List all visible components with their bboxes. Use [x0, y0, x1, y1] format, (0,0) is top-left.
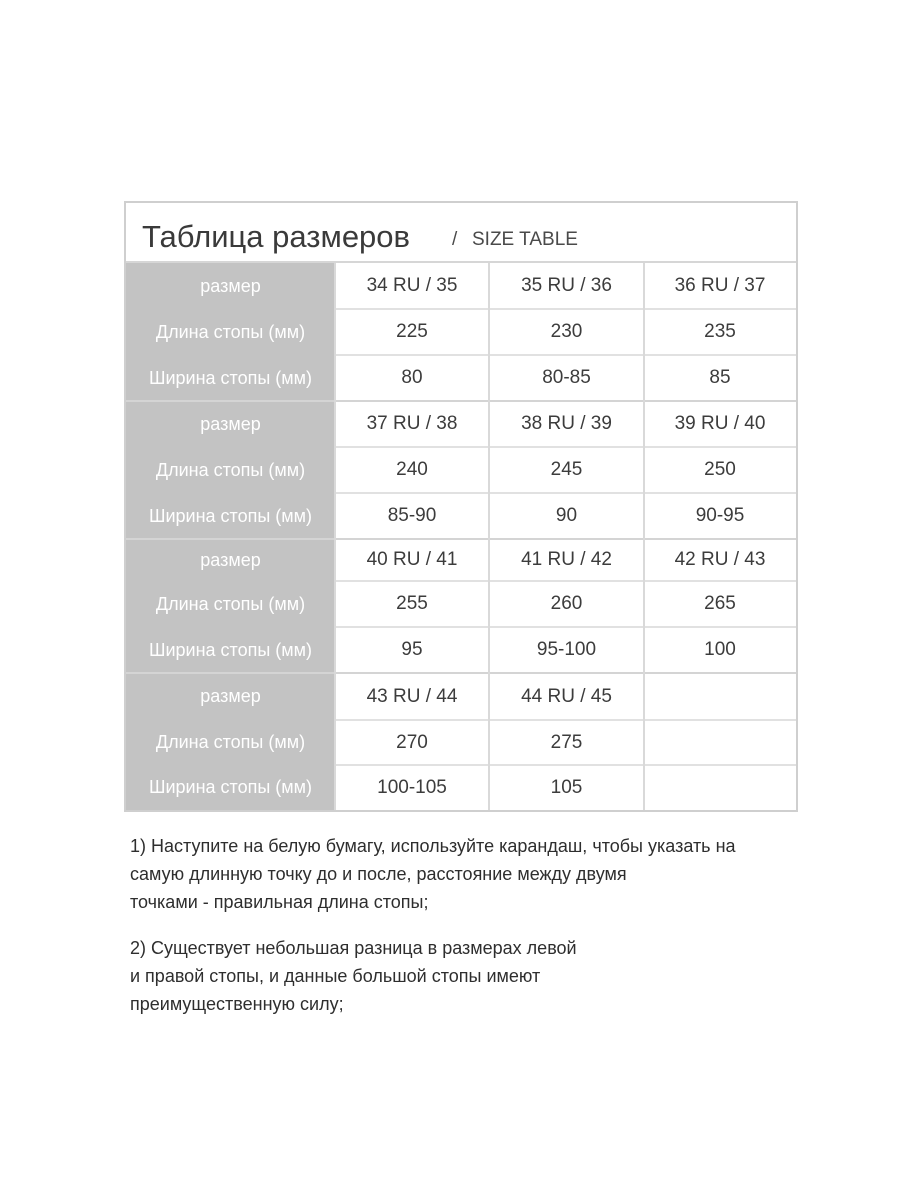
- length-cell: 270: [396, 731, 428, 753]
- width-cell: 80: [401, 367, 423, 388]
- size-cell: 42 RU / 43: [674, 549, 766, 570]
- table-row-length: [126, 720, 796, 765]
- note-item: [130, 832, 820, 916]
- table-row-length: [126, 581, 796, 627]
- table-row-size: [126, 539, 796, 581]
- size-cell: 39 RU / 40: [674, 413, 766, 434]
- width-cell: 90: [555, 505, 578, 526]
- note-line: преимущественную силу;: [130, 994, 344, 1014]
- table-row-size: [126, 263, 796, 309]
- note-line: 2) Существует небольшая разница в размерах левой: [130, 938, 577, 958]
- note-line: самую длинную точку до и после, расстояние между двумя: [130, 864, 627, 884]
- length-cell: 275: [550, 731, 583, 753]
- length-cell: [644, 720, 796, 765]
- table-row-length: [126, 309, 796, 355]
- width-cell: 100-105: [377, 776, 447, 798]
- width-cell: 95-100: [536, 639, 597, 660]
- row-label-foot-width: Ширина стопы (мм): [148, 367, 313, 388]
- size-cell: 36 RU / 37: [674, 275, 766, 296]
- note-line: и правой стопы, и данные большой стопы имеют: [130, 966, 541, 986]
- row-label-foot-length: Длина стопы (мм): [155, 321, 306, 342]
- size-cell: 34 RU / 35: [366, 275, 458, 296]
- row-label-foot-length: Длина стопы (мм): [155, 732, 306, 752]
- width-cell: [644, 765, 796, 810]
- size-table-card: [124, 201, 798, 812]
- table-row-width: [126, 355, 796, 401]
- table-row-size: [126, 673, 796, 720]
- row-label-size: размер: [200, 686, 261, 706]
- size-table-grid: [126, 263, 796, 810]
- length-cell: 230: [550, 321, 583, 342]
- size-cell: 35 RU / 36: [521, 275, 612, 296]
- width-cell: 105: [550, 776, 583, 798]
- measurement-notes: [130, 832, 820, 1036]
- size-cell: 37 RU / 38: [366, 413, 458, 434]
- length-cell: 235: [704, 321, 736, 342]
- width-cell: 90-95: [695, 505, 745, 526]
- table-row-size: [126, 401, 796, 447]
- length-cell: 240: [396, 459, 428, 480]
- length-cell: 250: [704, 459, 736, 480]
- length-cell: 260: [550, 593, 583, 614]
- length-cell: 225: [396, 321, 428, 342]
- row-label-foot-length: Длина стопы (мм): [155, 459, 306, 480]
- note-item: [130, 934, 820, 1018]
- width-cell: 95: [401, 639, 423, 660]
- size-cell: 41 RU / 42: [521, 549, 612, 570]
- row-label-foot-width: Ширина стопы (мм): [148, 777, 313, 797]
- size-table-title: Таблица размеров: [142, 219, 411, 254]
- size-cell: 44 RU / 45: [521, 685, 612, 707]
- table-row-length: [126, 447, 796, 493]
- length-cell: 265: [704, 593, 736, 614]
- size-cell: 40 RU / 41: [366, 549, 458, 570]
- row-label-foot-width: Ширина стопы (мм): [148, 639, 313, 660]
- table-row-width: [126, 765, 796, 810]
- column-divider: [334, 263, 336, 810]
- size-table-subtitle: SIZE TABLE: [472, 229, 578, 250]
- row-label-foot-length: Длина стопы (мм): [155, 593, 306, 614]
- column-divider: [643, 263, 645, 810]
- row-label-size: размер: [200, 413, 261, 434]
- table-row-width: [126, 627, 796, 673]
- width-cell: 85-90: [387, 505, 437, 526]
- row-label-size: размер: [200, 275, 261, 296]
- width-cell: 100: [704, 639, 736, 660]
- column-divider: [488, 263, 490, 810]
- table-row-width: [126, 493, 796, 539]
- width-cell: 85: [709, 367, 731, 388]
- title-separator: /: [452, 229, 458, 250]
- size-cell: 38 RU / 39: [521, 413, 612, 434]
- width-cell: 80-85: [542, 367, 591, 388]
- length-cell: 255: [396, 593, 428, 614]
- row-label-size: размер: [200, 549, 261, 570]
- size-cell: 43 RU / 44: [366, 685, 458, 707]
- note-line: точками - правильная длина стопы;: [130, 892, 429, 912]
- row-label-foot-width: Ширина стопы (мм): [148, 505, 313, 526]
- size-table-header: [126, 203, 796, 263]
- size-cell: [644, 673, 796, 720]
- note-line: 1) Наступите на белую бумагу, используйте карандаш, чтобы указать на: [130, 836, 736, 856]
- length-cell: 245: [550, 459, 583, 480]
